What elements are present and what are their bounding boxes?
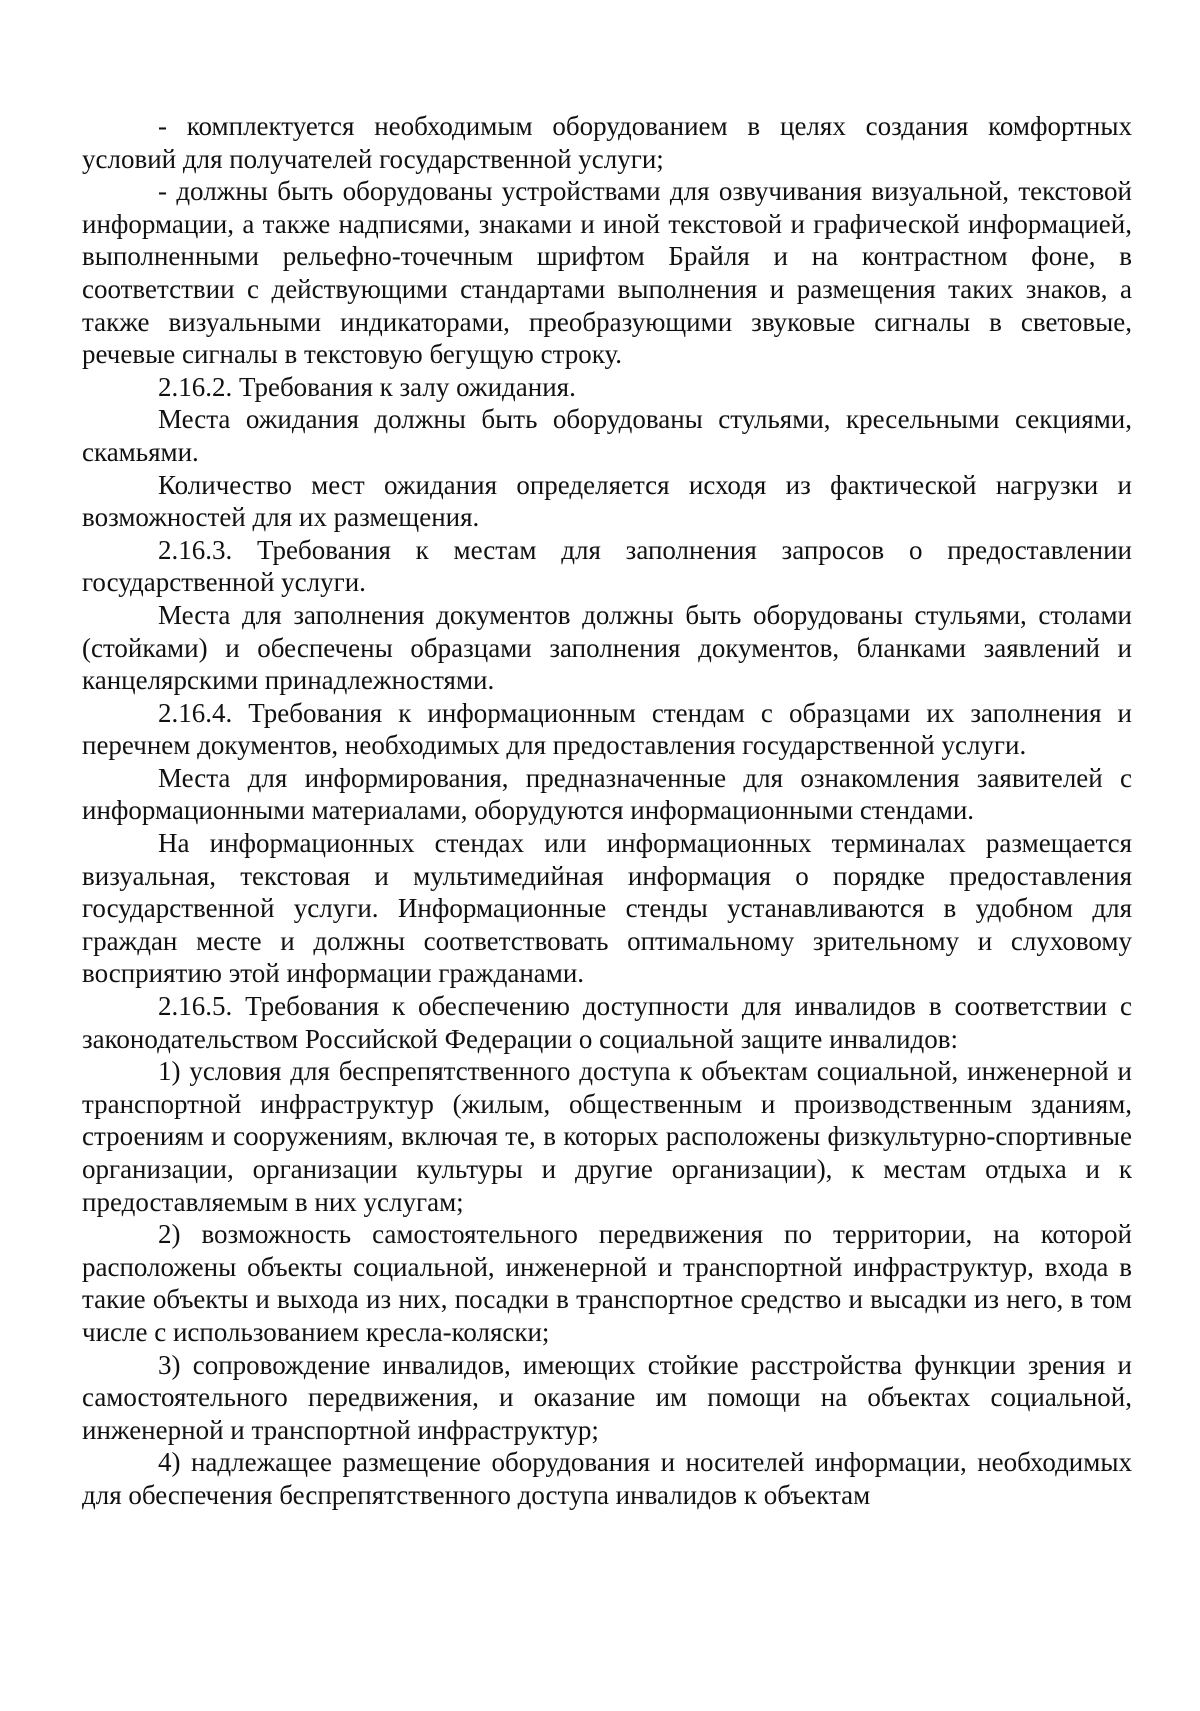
section-2-16-2-heading: 2.16.2. Требования к залу ожидания. (158, 371, 576, 402)
list-item-2: 2) возможность самостоятельного передвижения по территории, на которой расположены объекты социальной, инженерной и транспортной инфраструктур, входа в такие объекты и выхода из них, посадки в транспортное средство и высадки из него, в том числе с использованием кресла-коляски; (82, 1219, 1132, 1347)
section-2-16-5-heading: 2.16.5. Требования к обеспечению доступности для инвалидов в соответствии с законодательством Российской Федерации о социальной защите инвалидов: (82, 991, 1132, 1054)
paragraph-information-stands: На информационных стендах или информационных терминалах размещается визуальная, текстовая и мультимедийная информация о порядке предоставления государственной услуги. Информационные стенды устанавливаются в удобном для граждан месте и должны соответствовать оптимальному зрительному и слуховому восприятию этой информации гражданами. (82, 828, 1132, 989)
document-page (82, 110, 1132, 1512)
list-item-4: 4) надлежащее размещение оборудования и носителей информации, необходимых для обеспечения беспрепятственного доступа инвалидов к объектам (82, 1447, 1132, 1510)
paragraph-waiting-count: Количество мест ожидания определяется исходя из фактической нагрузки и возможностей для их размещения. (82, 469, 1132, 533)
paragraph-information-places: Места для информирования, предназначенные для ознакомления заявителей с информационными материалами, оборудуются информационными стендами. (82, 762, 1132, 826)
section-2-16-4-heading: 2.16.4. Требования к информационным стендам с образцами их заполнения и перечнем документов, необходимых для предоставления государственной услуги. (82, 697, 1132, 761)
section-2-16-3-heading: 2.16.3. Требования к местам для заполнения запросов о предоставлении государственной услуги. (82, 534, 1132, 598)
paragraph-waiting-places: Места ожидания должны быть оборудованы стульями, кресельными секциями, скамьями. (82, 404, 1132, 467)
paragraph-devices: - должны быть оборудованы устройствами для озвучивания визуальной, текстовой информации, а также надписями, знаками и иной текстовой и графической информацией, выполненными рельефно-точечным шрифтом Брайля и на контрастном фоне, в соответствии с действующими стандартами выполнения и размещения таких знаков, а также визуальными индикаторами, преобразующими звуковые сигналы в световые, речевые сигналы в текстовую бегущую строку. (82, 176, 1132, 370)
paragraph-equipment: - комплектуется необходимым оборудованием в целях создания комфортных условий для получателей государственной услуги; (82, 111, 1132, 174)
paragraph-filling-places: Места для заполнения документов должны быть оборудованы стульями, столами (стойками) и обеспечены образцами заполнения документов, бланками заявлений и канцелярскими принадлежностями. (82, 599, 1132, 696)
list-item-3: 3) сопровождение инвалидов, имеющих стойкие расстройства функции зрения и самостоятельного передвижения, и оказание им помощи на объектах социальной, инженерной и транспортной инфраструктур; (82, 1349, 1132, 1445)
list-item-1: 1) условия для беспрепятственного доступа к объектам социальной, инженерной и транспортной инфраструктур (жилым, общественным и производственным зданиям, строениям и сооружениям, включая те, в которых расположены физкультурно-спортивные организации, организации культуры и другие организации), к местам отдыха и к предоставляемым в них услугам; (82, 1056, 1132, 1217)
